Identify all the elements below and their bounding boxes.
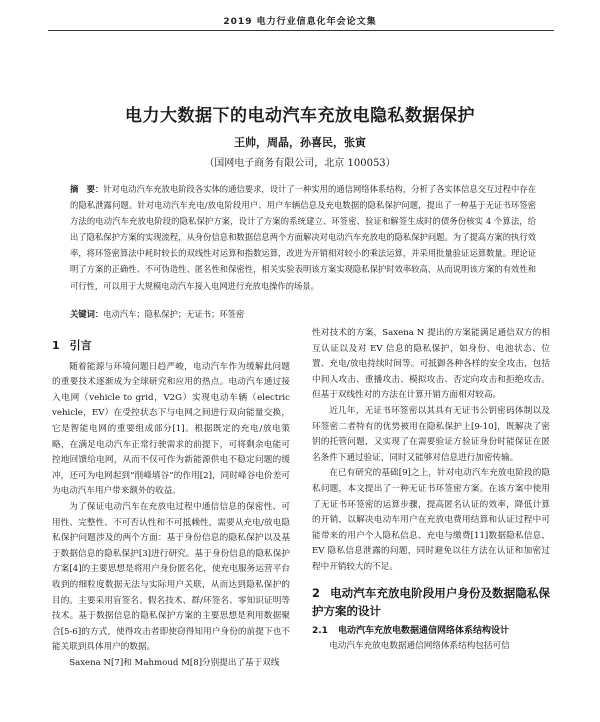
right-column xyxy=(312,326,550,654)
keywords xyxy=(70,307,536,321)
authors: 王帅，周晶，孙喜民，张寅 xyxy=(234,136,366,149)
section-2-1-heading xyxy=(312,624,550,639)
section-2-1-title: 电动汽车充放电数据通信网络体系结构设计 xyxy=(337,625,509,636)
paragraph: Saxena N[7]和 Mahmoud M[8]分别提出了基于双线 xyxy=(69,657,280,668)
paragraph: 随着能源与环境问题日趋严峻，电动汽车作为缓解此问题的重要技术逐渐成为全球研究和应用的热点。电动汽车通过接入电网（vehicle to grid，V2G）实现电动车辆（electric vehicle，EV）在受控状态下与电网之间进行双向能量交换，它是智能电网的重要组成部分[1]。根据既定的充电/放电策略，在满足电动汽车正常行驶需求的前提下，可将剩余电能可控地回馈给电网，从而不仅可作为新能源供电不稳定问题的缓冲，还可为电网起到“削峰填谷”的作用[2]，同时峰谷电价差可为电动汽车用户带来额外的收益。 xyxy=(52,361,290,497)
section-1-number: 1 xyxy=(52,339,60,352)
paragraph: 近几年，无证书环签密以其具有无证书公钥密码体制以及环签密二者特有的优势被用在隐私保护上[9-10]，既解决了密钥的托管问题，又实现了在需要验证方验证身份时能保证在匿名条件下通过验证，同时又能够对信息进行加密传输。 xyxy=(312,405,550,463)
section-2-heading xyxy=(312,584,550,620)
header-divider xyxy=(48,30,554,31)
abstract-label: 摘 要： xyxy=(70,184,104,194)
section-2-1-number: 2.1 xyxy=(312,625,328,636)
paragraph: 性对技术的方案，Saxena N 提出的方案能满足通信双方的相互认证以及对 EV 信息的隐私保护，如身份、电池状态、位置、充电/放电持续时间等。可抵御各种各样的安全攻击，包括中间人攻击、重播攻击、模拟攻击、否定向攻击和拒绝攻击。但基于双线性对的方法在计算开销方面相对较高。 xyxy=(312,328,550,401)
paragraph: 电动汽车充放电数据通信网络体系结构包括可信 xyxy=(329,640,510,651)
abstract-text: 针对电动汽车充放电阶段各实体的通信要求，设计了一种实用的通信网络体系结构，分析了各实体信息交互过程中存在的隐私泄露问题。针对电动汽车充电/放电阶段用户、用户车辆信息及充电数据的隐私保护问题，提出了一种基于无证书环签密方法的电动汽车充放电阶段的隐私保护方案，设计了方案的系统建立、环签密、验证和解签生成时的债务份核实 4 个算法，给出了隐私保护方案的实现流程，从身份信息和数据信息两个方面解决对电动汽车充放电的隐私保护问题。为了提高方案的执行效率，将环签密算法中耗时较长的双线性对运算和指数运算，改进为开销相对较小的乘法运算，并采用批量验证运算数量。理论证明了方案的正确性、不可伪造性、匿名性和保密性，相关实验表明该方案实现隐私保护时效率较高，从而说明该方案的有效性和可行性，可以用于大规模电动汽车接入电网进行充放电操作的场景。 xyxy=(70,184,536,291)
section-2-title: 电动汽车充放电阶段用户身份及数据隐私保护方案的设计 xyxy=(312,585,550,618)
affiliation: （国网电子商务有限公司，北京 100053） xyxy=(204,158,396,169)
section-1-heading xyxy=(52,338,290,354)
left-column xyxy=(52,326,290,671)
keywords-label: 关键词： xyxy=(70,309,104,319)
section-2-number: 2 xyxy=(312,585,321,600)
paper-title: 电力大数据下的电动汽车充放电隐私数据保护 xyxy=(125,106,475,127)
abstract xyxy=(70,181,536,294)
paragraph: 在已有研究的基础[9]之上，针对电动汽车充放电阶段的隐私问题，本文提出了一种无证书环签密方案。在该方案中使用了无证书环签密的运算步骤，提高匿名认证的效率，降低计算的开销，以解决电动车用户在充放电费用结算和认证过程中可能带来的用户个人隐私信息、充电与缴费[11]数据隐私信息、EV 隐私信息泄露的问题，同时避免以往方法在认证和加密过程中开销较大的不足。 xyxy=(312,468,550,572)
section-1-title: 引言 xyxy=(69,339,92,352)
paragraph: 为了保证电动汽车在充放电过程中通信信息的保密性、可用性、完整性、不可否认性和不可抵赖性，需要从充电/放电隐私保护问题涉及的两个方面：基于身份信息的隐私保护以及基于数据信息的隐私保护[3]进行研究。基于身份信息的隐私保护方案[4]的主要思想是将用户身份匿名化，使充电服务运营平台收到的细粒度数据无法与实际用户关联，从而达到隐私保护的目的。主要采用盲签名、假名技术、群/环签名、零知识证明等技术。基于数据信息的隐私保护方案的主要思想是利用数据聚合[5-6]的方式，使得攻击者即使窃得知用户身份的前提下也不能关联到具体用户的数据。 xyxy=(52,501,290,653)
running-header: 2019 电力行业信息化年会论文集 xyxy=(223,17,377,27)
keywords-text: 电动汽车；隐私保护；无证书；环签密 xyxy=(103,309,245,319)
